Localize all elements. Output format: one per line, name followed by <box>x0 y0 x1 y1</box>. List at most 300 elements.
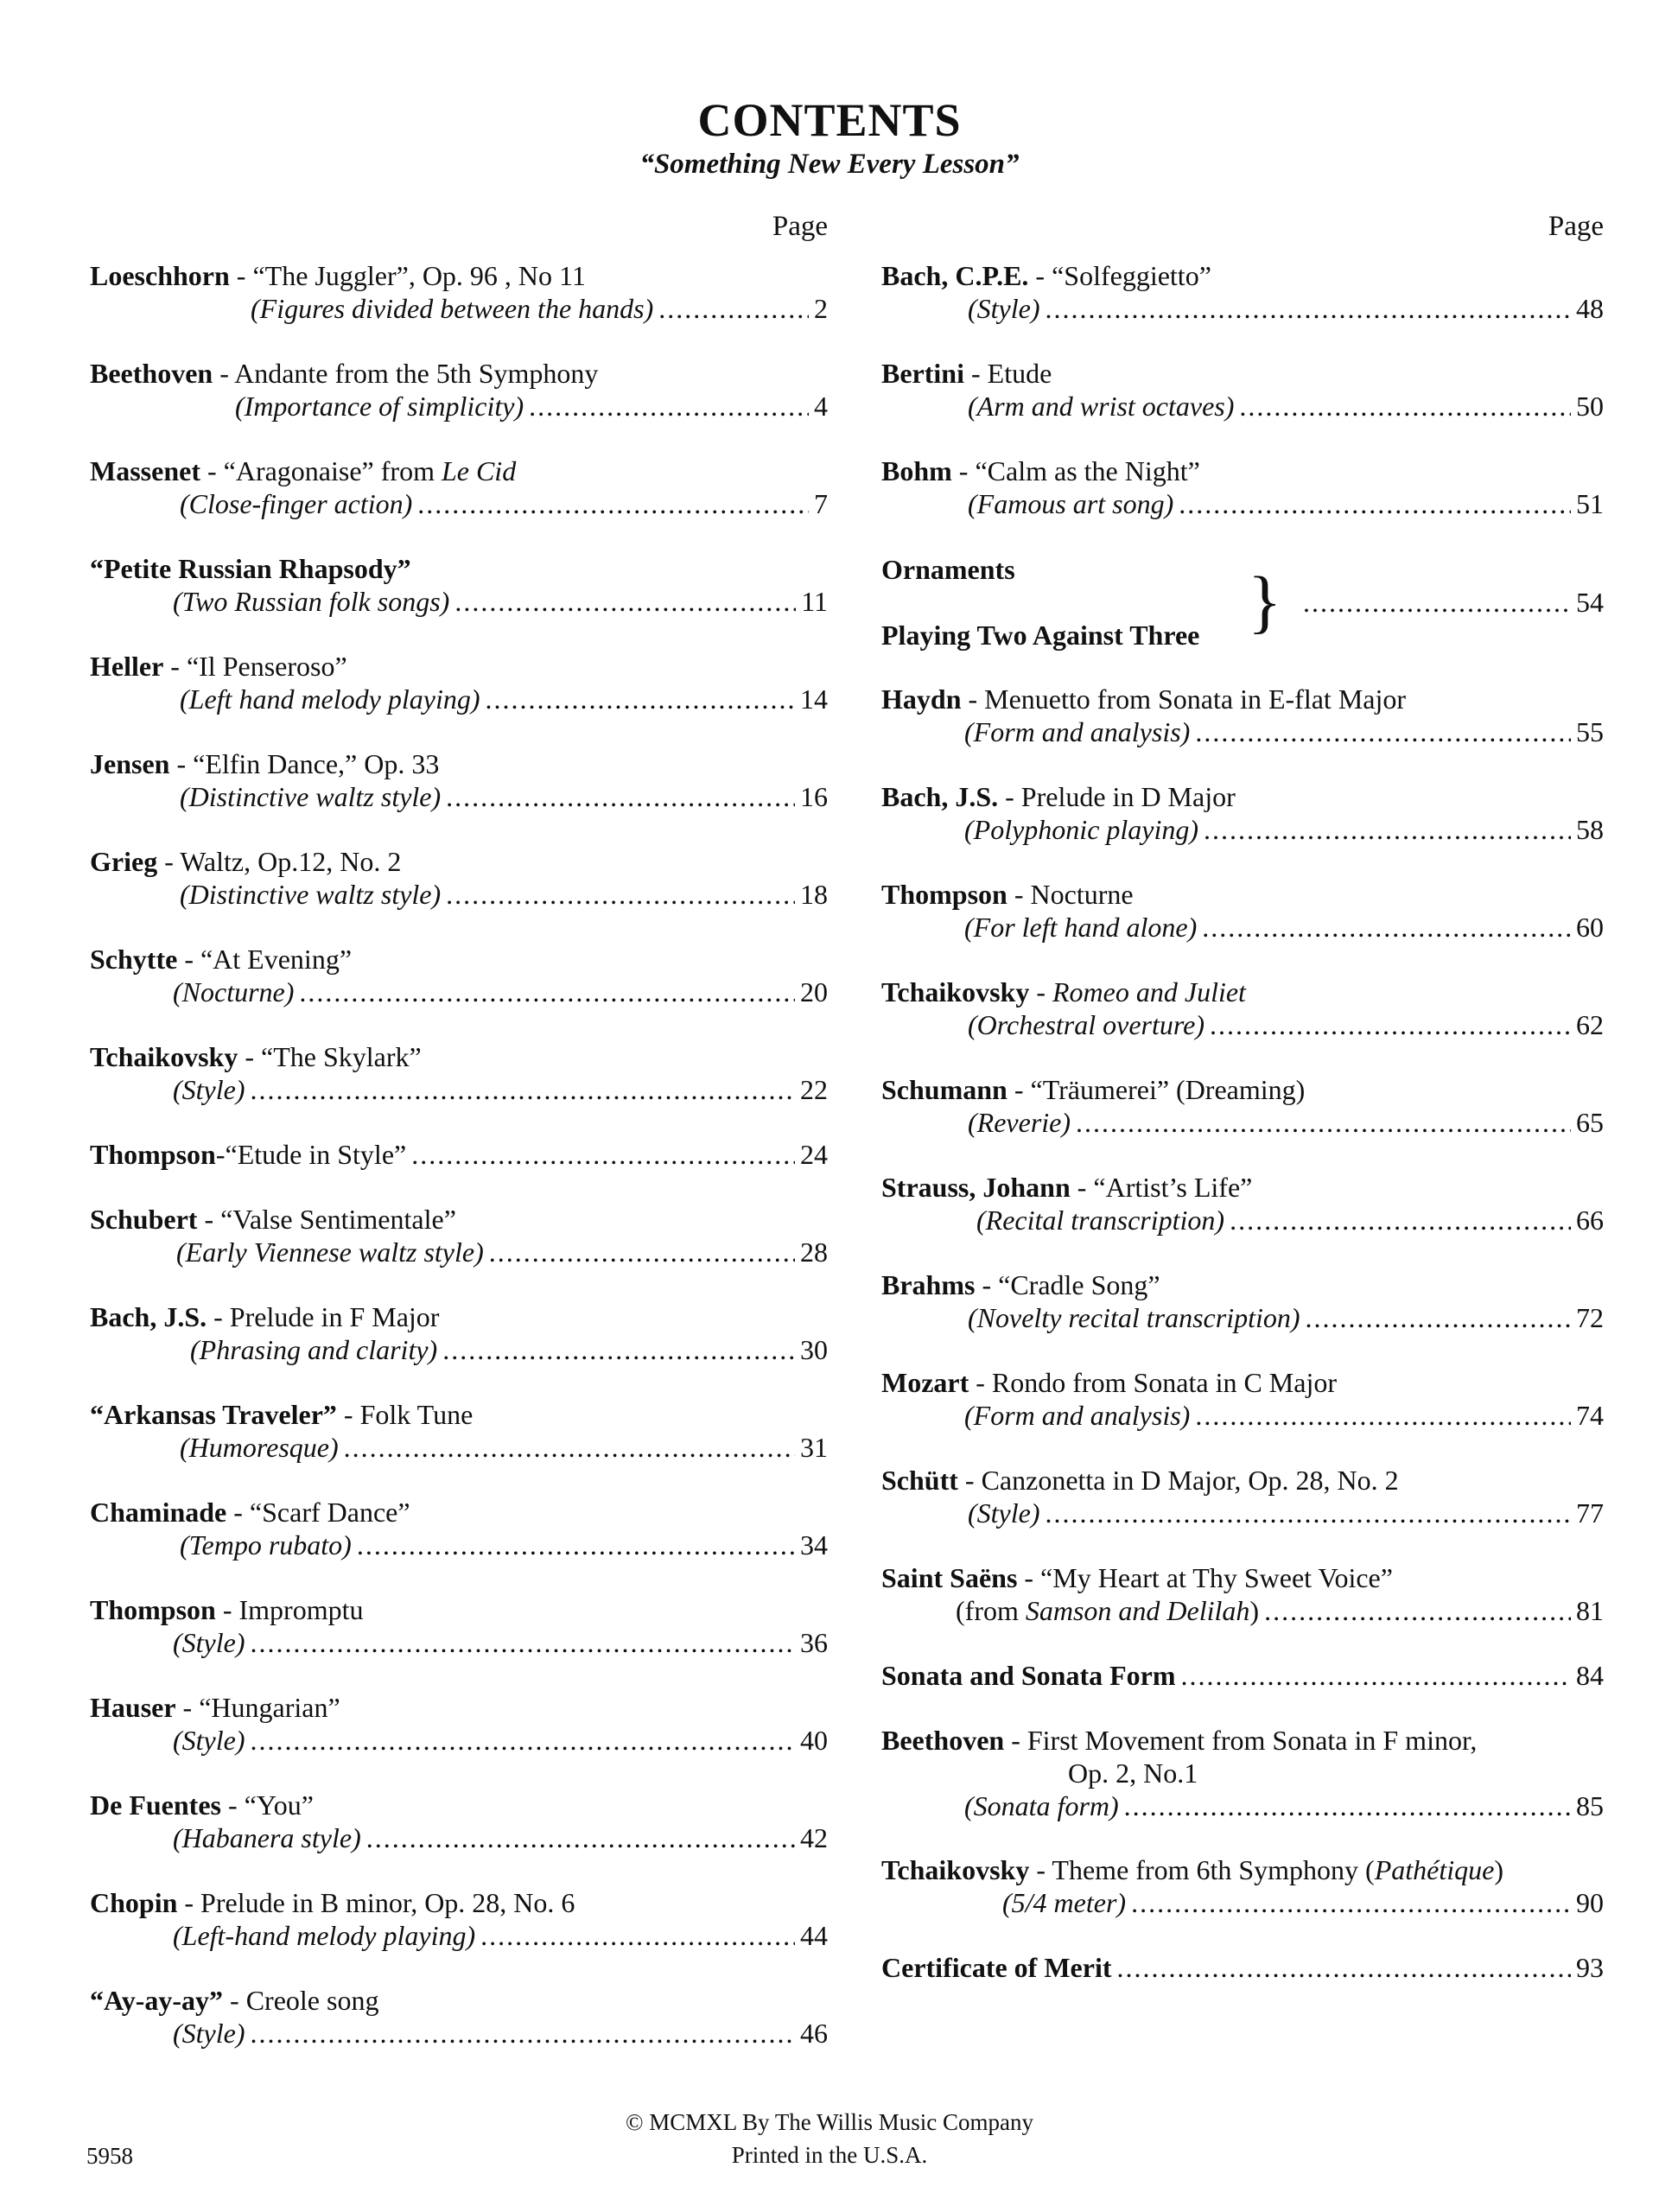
entry-description: (Sonata form) <box>964 1790 1119 1821</box>
page-number: 55 <box>1576 716 1604 747</box>
entry-heading <box>90 1789 828 1821</box>
entry-description-line <box>90 683 828 715</box>
separator: - <box>169 748 194 779</box>
entry-heading <box>90 1138 828 1171</box>
dot-leader <box>658 292 809 325</box>
entry-description: (Left-hand melody playing) <box>173 1920 476 1951</box>
entry-description: (Orchestral overture) <box>968 1009 1205 1040</box>
toc-entry <box>90 845 828 911</box>
composer-name: Mozart <box>881 1367 969 1398</box>
composer-name: Saint Saëns <box>881 1562 1018 1593</box>
piece-title: Theme from 6th Symphony (Pathétique) <box>1052 1854 1503 1885</box>
separator: - <box>215 1594 239 1625</box>
separator: - <box>957 1465 982 1496</box>
piece-title: Rondo from Sonata in C Major <box>991 1367 1337 1398</box>
piece-title-continued: Op. 2, No.1 <box>1068 1758 1198 1789</box>
composer-name: Bach, J.S. <box>90 1301 207 1332</box>
toc-entry <box>90 454 828 520</box>
page-number: 84 <box>1576 1660 1604 1691</box>
toc-entry <box>90 1398 828 1464</box>
separator: - <box>177 1887 201 1918</box>
page-number: 14 <box>800 683 828 715</box>
dot-leader <box>344 1431 795 1464</box>
separator: - <box>1017 1562 1041 1593</box>
page-number: 22 <box>800 1074 828 1105</box>
entry-heading <box>881 1171 1604 1204</box>
dot-leader <box>485 683 795 715</box>
page-number: 44 <box>800 1920 828 1951</box>
entry-description: (Reverie) <box>968 1107 1071 1138</box>
entry-description-line <box>881 1789 1604 1822</box>
toc-entry <box>881 357 1604 423</box>
entry-description: (Importance of simplicity) <box>235 391 524 422</box>
page-column-heading: Page <box>1548 211 1604 242</box>
dot-leader <box>529 390 809 423</box>
piece-title: Creole song <box>245 1985 379 2016</box>
separator: - <box>229 260 253 291</box>
entry-description-line <box>90 1431 828 1464</box>
entry-description: (5/4 meter) <box>1002 1887 1127 1918</box>
entry-heading <box>90 552 828 585</box>
separator: - <box>175 1692 200 1723</box>
composer-name: Brahms <box>881 1269 976 1300</box>
page-number: 30 <box>800 1334 828 1365</box>
composer-name: Tchaikovsky <box>881 976 1030 1007</box>
composer-name: Bohm <box>881 455 952 486</box>
entry-description: (Polyphonic playing) <box>964 814 1199 845</box>
entry-heading <box>90 1593 828 1626</box>
entry-description-line <box>881 911 1604 944</box>
entry-description-line <box>90 1529 828 1561</box>
page-column-heading: Page <box>772 211 828 242</box>
entry-heading <box>881 1853 1604 1886</box>
piece-title: “Il Penseroso” <box>186 651 347 682</box>
entry-description-line <box>881 1886 1604 1919</box>
entry-heading <box>90 1984 828 2017</box>
entry-description-line <box>881 292 1604 325</box>
page-number: 58 <box>1576 814 1604 845</box>
entry-heading <box>881 357 1604 390</box>
entry-heading <box>881 1561 1604 1594</box>
entry-description: (Recital transcription) <box>976 1205 1225 1236</box>
entry-description-line <box>90 878 828 911</box>
composer-name: Tchaikovsky <box>90 1041 238 1072</box>
separator: - <box>207 1301 230 1332</box>
piece-title: “The Skylark” <box>261 1041 422 1072</box>
page-number: 11 <box>801 586 828 617</box>
toc-entry <box>881 1853 1604 1919</box>
piece-title: “Calm as the Night” <box>975 455 1200 486</box>
entry-description: (Style) <box>173 1627 245 1658</box>
entry-description-line <box>881 715 1604 748</box>
entry-heading <box>90 357 828 390</box>
page-subtitle: “Something New Every Lesson” <box>639 149 1020 180</box>
entry-description-line <box>881 1008 1604 1041</box>
entry-description: (Left hand melody playing) <box>180 683 480 715</box>
separator: - <box>215 1139 226 1170</box>
toc-entry <box>881 683 1604 748</box>
toc-entry <box>90 1789 828 1854</box>
entry-heading <box>881 1659 1604 1692</box>
composer-name: Thompson <box>90 1594 216 1625</box>
entry-description: (from Samson and Delilah) <box>956 1595 1260 1626</box>
dot-leader <box>1046 1497 1572 1529</box>
toc-entry <box>90 747 828 813</box>
entry-description: (Two Russian folk songs) <box>173 586 450 617</box>
piece-title: “Elfin Dance,” Op. 33 <box>193 748 440 779</box>
toc-entry <box>90 1691 828 1757</box>
page-number: 60 <box>1576 912 1604 943</box>
toc-entry <box>881 1073 1604 1139</box>
composer-name: Schütt <box>881 1465 958 1496</box>
composer-name: Schytte <box>90 944 178 975</box>
page-number: 36 <box>800 1627 828 1658</box>
page-number: 48 <box>1576 293 1604 324</box>
entry-heading <box>90 747 828 780</box>
ornaments-label: Ornaments <box>881 554 1015 585</box>
dot-leader <box>1230 1204 1571 1236</box>
composer-name: Massenet <box>90 455 200 486</box>
entry-heading <box>881 1464 1604 1497</box>
dot-leader <box>1179 487 1571 520</box>
entry-description-line <box>90 585 828 618</box>
page-number: 65 <box>1576 1107 1604 1138</box>
toc-entry <box>881 1659 1604 1692</box>
composer-name: Thompson <box>90 1139 216 1170</box>
entry-description-line <box>90 390 828 423</box>
entry-description: (For left hand alone) <box>964 912 1198 943</box>
entry-heading <box>881 1951 1604 1984</box>
piece-title: Waltz, Op.12, No. 2 <box>180 846 402 877</box>
entry-description: (Tempo rubato) <box>180 1529 352 1560</box>
composer-name: Jensen <box>90 748 170 779</box>
dot-leader <box>1303 586 1571 619</box>
piece-title: “Hungarian” <box>199 1692 340 1723</box>
separator: - <box>1004 1725 1027 1756</box>
page-number: 50 <box>1576 391 1604 422</box>
toc-entry <box>90 943 828 1008</box>
separator: - <box>1007 1074 1031 1105</box>
composer-name: Chaminade <box>90 1497 227 1528</box>
entry-description-line <box>90 1821 828 1854</box>
piece-title: “My Heart at Thy Sweet Voice” <box>1040 1562 1393 1593</box>
dot-leader <box>1204 813 1571 846</box>
page-number: 4 <box>814 391 828 422</box>
toc-entry <box>881 1724 1604 1822</box>
composer-name: Schumann <box>881 1074 1007 1105</box>
entry-description: (Distinctive waltz style) <box>180 781 442 812</box>
piece-title: Etude <box>987 358 1052 389</box>
entry-description-line <box>90 976 828 1008</box>
dot-leader <box>1239 390 1571 423</box>
piece-title: Prelude in D Major <box>1020 781 1236 812</box>
page-number: 18 <box>800 879 828 910</box>
entry-heading <box>90 259 828 292</box>
toc-entry <box>881 878 1604 944</box>
entry-description: (Style) <box>173 1074 245 1105</box>
toc-entry <box>881 1464 1604 1529</box>
dot-leader <box>480 1919 795 1952</box>
entry-heading <box>90 1203 828 1236</box>
copyright-line: © MCMXL By The Willis Music Company <box>626 2109 1033 2135</box>
entry-heading <box>881 878 1604 911</box>
entry-description: (Early Viennese waltz style) <box>176 1236 484 1268</box>
entry-heading <box>90 454 828 487</box>
two-against-three-label: Playing Two Against Three <box>881 620 1200 651</box>
separator: - <box>177 944 200 975</box>
separator: - <box>336 1399 360 1430</box>
dot-leader <box>357 1529 795 1561</box>
entry-heading <box>881 1268 1604 1301</box>
entry-heading <box>90 1300 828 1333</box>
entry-description: (Style) <box>968 293 1040 324</box>
dot-leader <box>1264 1594 1571 1627</box>
entry-heading <box>90 1496 828 1529</box>
piece-title: First Movement from Sonata in F minor, <box>1027 1725 1478 1756</box>
toc-entry <box>90 552 828 618</box>
page-number: 74 <box>1576 1400 1604 1431</box>
entry-heading <box>881 780 1604 813</box>
toc-entry <box>881 780 1604 846</box>
page-number: 62 <box>1576 1009 1604 1040</box>
separator: - <box>969 1367 992 1398</box>
page-number: 72 <box>1576 1302 1604 1333</box>
entry-description: (Novelty recital transcription) <box>968 1302 1300 1333</box>
piece-title: Andante from the 5th Symphony <box>234 358 599 389</box>
entry-description: (Arm and wrist octaves) <box>968 391 1235 422</box>
piece-title: “Etude in Style” <box>225 1139 407 1170</box>
entry-description: (Style) <box>173 2018 245 2049</box>
entry-description-line <box>90 780 828 813</box>
toc-entry <box>881 1268 1604 1334</box>
entry-heading <box>90 1040 828 1073</box>
piece-title: “Solfeggietto” <box>1052 260 1211 291</box>
page-number: 2 <box>814 293 828 324</box>
entry-description-line <box>881 487 1604 520</box>
page-number: 42 <box>800 1822 828 1853</box>
dot-leader <box>299 976 795 1008</box>
separator: - <box>961 683 985 715</box>
dot-leader <box>489 1236 795 1268</box>
entry-heading <box>90 845 828 878</box>
dot-leader <box>1124 1789 1571 1822</box>
toc-entry <box>90 1984 828 2050</box>
dot-leader <box>1076 1106 1571 1139</box>
dot-leader <box>1210 1008 1571 1041</box>
entry-heading <box>90 1398 828 1431</box>
dot-leader <box>1195 1399 1571 1432</box>
entry-description-line <box>90 1236 828 1268</box>
piece-title: Prelude in B minor, Op. 28, No. 6 <box>200 1887 575 1918</box>
page-number: 46 <box>800 2018 828 2049</box>
separator: - <box>975 1269 999 1300</box>
toc-entry <box>881 1951 1604 1984</box>
composer-name: Bertini <box>881 358 964 389</box>
entry-description: (Phrasing and clarity) <box>190 1334 438 1365</box>
separator: - <box>951 455 976 486</box>
dot-leader <box>417 487 809 520</box>
composer-name: Grieg <box>90 846 158 877</box>
separator: - <box>220 1789 245 1821</box>
composer-name: “Arkansas Traveler” <box>90 1399 337 1430</box>
toc-entry <box>90 1886 828 1952</box>
separator: - <box>238 1041 261 1072</box>
piece-title: “Aragonaise” from Le Cid <box>223 455 517 486</box>
dot-leader <box>1116 1951 1571 1984</box>
toc-entry <box>90 1496 828 1561</box>
toc-entry <box>881 1561 1604 1627</box>
piece-title: “Cradle Song” <box>998 1269 1160 1300</box>
entry-heading <box>90 943 828 976</box>
toc-entry <box>90 650 828 715</box>
composer-name: Schubert <box>90 1204 198 1235</box>
piece-title: Romeo and Juliet <box>1052 976 1246 1007</box>
separator: - <box>213 358 235 389</box>
composer-name: Beethoven <box>881 1725 1005 1756</box>
separator: - <box>223 1985 246 2016</box>
entry-description-line <box>90 1724 828 1757</box>
piece-title: Menuetto from Sonata in E-flat Major <box>984 683 1407 715</box>
piece-title: Folk Tune <box>359 1399 474 1430</box>
entry-description-line <box>90 2017 828 2050</box>
composer-name: Certificate of Merit <box>881 1952 1112 1983</box>
separator: - <box>163 651 187 682</box>
entry-description-line <box>881 1106 1604 1139</box>
composer-name: Chopin <box>90 1887 178 1918</box>
entry-description: (Famous art song) <box>968 488 1174 519</box>
composer-name: De Fuentes <box>90 1789 221 1821</box>
composer-name: Loeschhorn <box>90 260 230 291</box>
entry-description: (Habanera style) <box>173 1822 361 1853</box>
page-number: 77 <box>1576 1497 1604 1529</box>
piece-title: “Valse Sentimentale” <box>220 1204 456 1235</box>
entry-heading <box>881 1073 1604 1106</box>
toc-entry <box>881 976 1604 1041</box>
composer-name: “Ay-ay-ay” <box>90 1985 224 2016</box>
dot-leader <box>251 1724 796 1757</box>
toc-entry <box>90 1300 828 1366</box>
piece-title: Canzonetta in D Major, Op. 28, No. 2 <box>981 1465 1399 1496</box>
entry-heading <box>90 1886 828 1919</box>
toc-entry <box>881 1366 1604 1432</box>
separator: - <box>226 1497 250 1528</box>
page-number: 16 <box>800 781 828 812</box>
dot-leader <box>1046 292 1572 325</box>
page-number: 90 <box>1576 1887 1604 1918</box>
toc-entry <box>90 1040 828 1106</box>
separator: - <box>1007 879 1031 910</box>
separator: - <box>197 1204 221 1235</box>
page-number: 81 <box>1576 1595 1604 1626</box>
catalog-number: 5958 <box>86 2143 133 2169</box>
dot-leader <box>1195 715 1571 748</box>
composer-name: Tchaikovsky <box>881 1854 1030 1885</box>
separator: - <box>200 455 224 486</box>
page-number: 85 <box>1576 1790 1604 1821</box>
piece-title: Prelude in F Major <box>229 1301 440 1332</box>
entry-description: (Humoresque) <box>180 1432 339 1463</box>
dot-leader <box>1181 1659 1572 1692</box>
piece-title: Impromptu <box>238 1594 364 1625</box>
dot-leader <box>446 878 795 911</box>
dot-leader <box>366 1821 795 1854</box>
entry-description: (Form and analysis) <box>964 1400 1191 1431</box>
composer-name: Strauss, Johann <box>881 1172 1071 1203</box>
page-number: 24 <box>800 1139 828 1170</box>
separator: - <box>963 358 988 389</box>
entry-description-line <box>90 292 828 325</box>
entry-description-line <box>90 1919 828 1952</box>
toc-entry <box>881 454 1604 520</box>
entry-description-line <box>90 1073 828 1106</box>
composer-name: Bach, C.P.E. <box>881 260 1029 291</box>
page-number: 66 <box>1576 1205 1604 1236</box>
dot-leader <box>251 2017 796 2050</box>
separator: - <box>157 846 181 877</box>
entry-description-line <box>90 1333 828 1366</box>
toc-entry <box>90 1203 828 1268</box>
entry-description-line <box>881 1399 1604 1432</box>
piece-title: “Artist’s Life” <box>1093 1172 1253 1203</box>
entry-description-line <box>881 390 1604 423</box>
composer-name: Sonata and Sonata Form <box>881 1660 1176 1691</box>
page-number: 28 <box>800 1236 828 1268</box>
page-number: 7 <box>814 488 828 519</box>
entry-heading <box>881 454 1604 487</box>
entry-description: (Figures divided between the hands) <box>251 293 654 324</box>
separator: - <box>1029 976 1052 1007</box>
entry-description-line <box>881 1594 1604 1627</box>
page-number: 20 <box>800 976 828 1007</box>
printed-line: Printed in the U.S.A. <box>731 2142 928 2168</box>
entry-heading <box>881 259 1604 292</box>
dot-leader <box>1306 1301 1571 1334</box>
grouping-brace: } <box>1248 562 1282 640</box>
composer-name: Heller <box>90 651 164 682</box>
page-title: CONTENTS <box>697 94 962 146</box>
dot-leader <box>454 585 796 618</box>
separator: - <box>998 781 1021 812</box>
toc-entry <box>881 1171 1604 1236</box>
entry-heading <box>881 1366 1604 1399</box>
separator: - <box>1029 1854 1052 1885</box>
page-number: 34 <box>800 1529 828 1560</box>
composer-name: “Petite Russian Rhapsody” <box>90 553 411 584</box>
toc-entry <box>881 259 1604 325</box>
toc-entry <box>90 259 828 325</box>
entry-heading <box>881 683 1604 715</box>
piece-title: “At Evening” <box>200 944 353 975</box>
entry-description-line <box>90 487 828 520</box>
page-number: 93 <box>1576 1952 1604 1983</box>
page-number: 31 <box>800 1432 828 1463</box>
entry-heading <box>90 650 828 683</box>
composer-name: Hauser <box>90 1692 176 1723</box>
dot-leader <box>411 1138 795 1171</box>
entry-description: (Style) <box>173 1725 245 1756</box>
composer-name: Haydn <box>881 683 962 715</box>
composer-name: Beethoven <box>90 358 213 389</box>
entry-description-line <box>881 1204 1604 1236</box>
piece-title: “Scarf Dance” <box>249 1497 410 1528</box>
entry-description-line <box>90 1626 828 1659</box>
separator: - <box>1070 1172 1094 1203</box>
dot-leader <box>1131 1886 1571 1919</box>
entry-heading <box>90 1691 828 1724</box>
entry-description-line <box>881 1497 1604 1529</box>
dot-leader <box>251 1073 796 1106</box>
entry-description: (Form and analysis) <box>964 716 1191 747</box>
